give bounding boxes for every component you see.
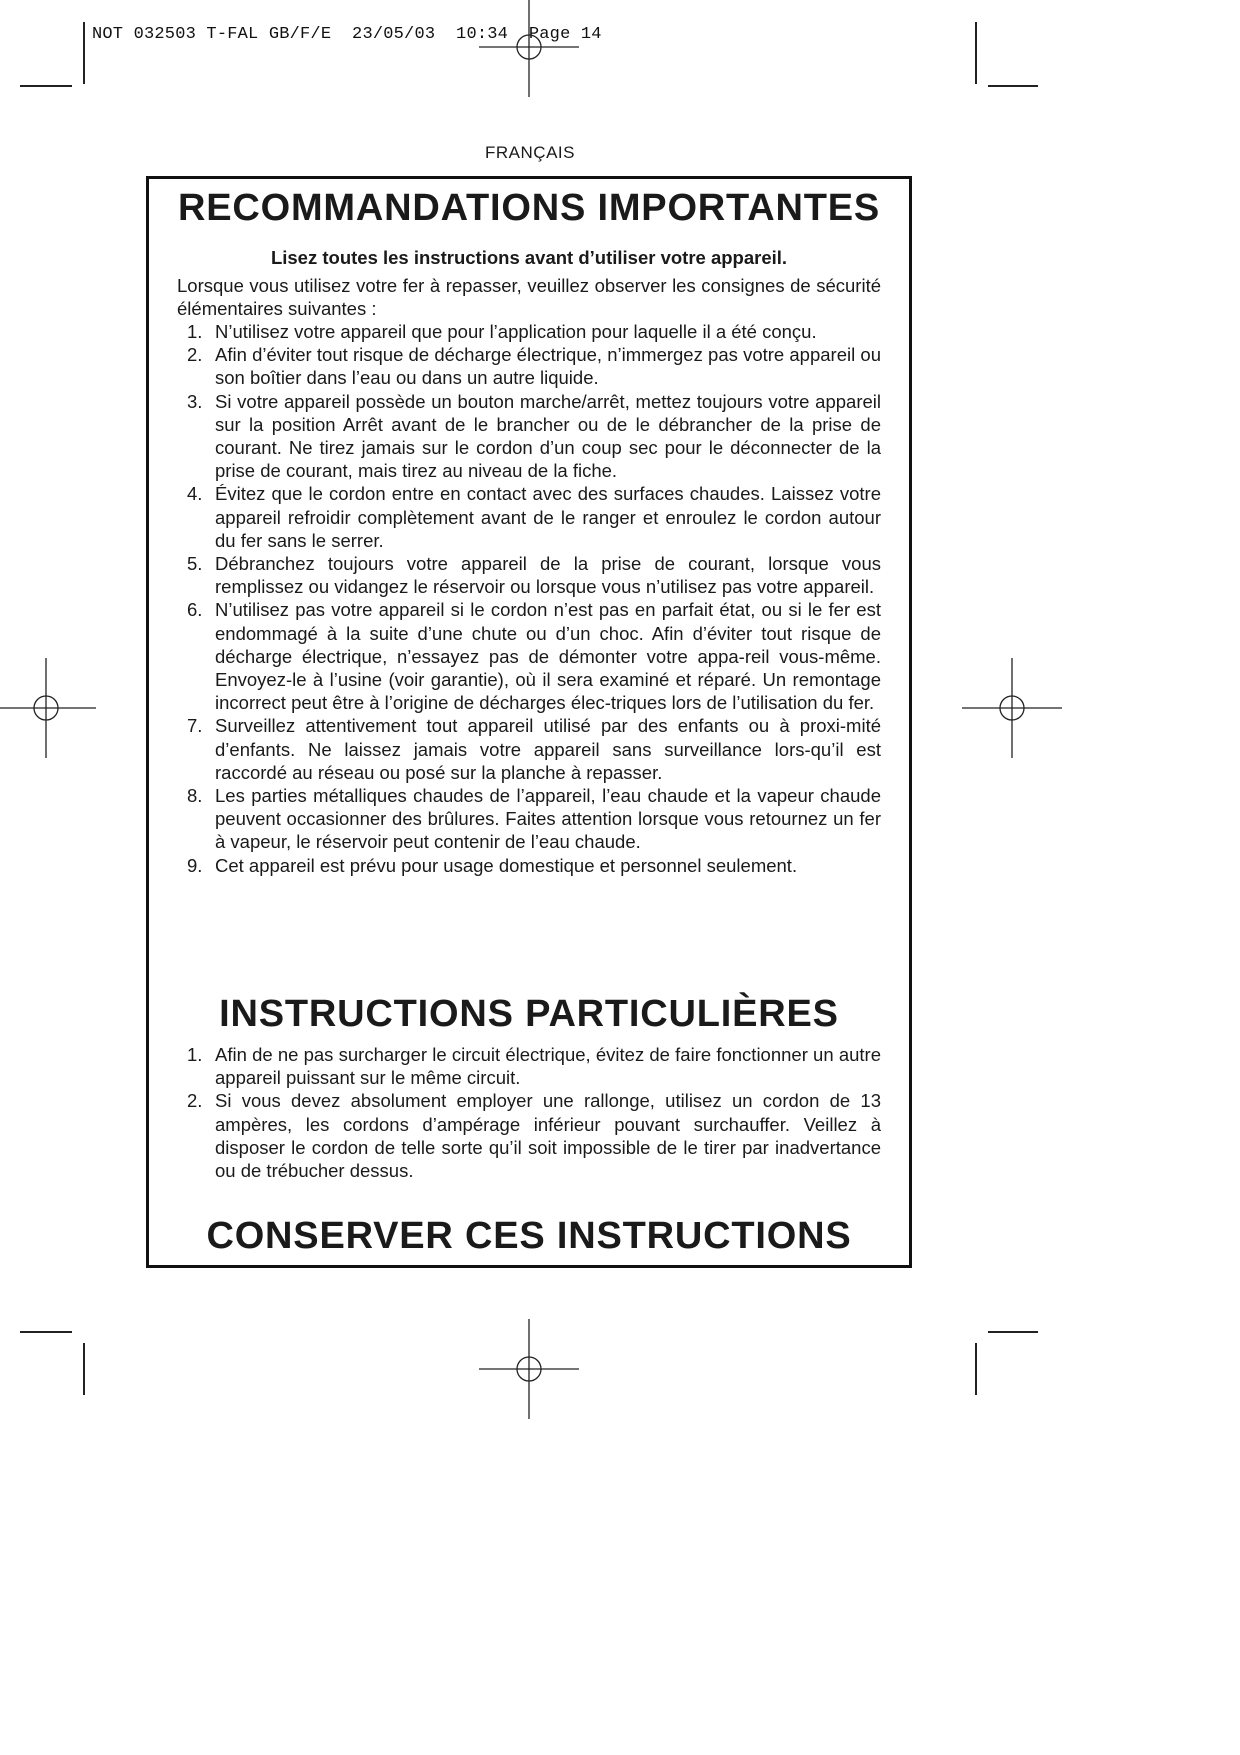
crop-mark-tr-vertical: [975, 22, 977, 84]
list-item-number: 2.: [187, 1090, 203, 1112]
list-item-number: 3.: [187, 390, 203, 412]
print-slug: NOT 032503 T-FAL GB/F/E 23/05/03 10:34 Page 14: [92, 25, 602, 44]
list-item: [177, 854, 881, 877]
list-item-text: N’utilisez pas votre appareil si le cordon n’est pas en parfait état, ou si le fer est endommagé à la suite d’une chute ou d’un choc. Afin d’éviter tout risque de décharge électrique, n’essayez pas de démonter votre appa-reil vous-même. Envoyez-le à l’usine (voir garantie), où il sera examiné et réparé. Un remontage incorrect peut être à l’origine de décharges élec-triques lors de l’utilisation du fer.: [215, 599, 881, 714]
closing-heading: CONSERVER CES INSTRUCTIONS: [206, 1215, 852, 1257]
list-item: [177, 320, 881, 343]
crop-mark-tl-vertical: [83, 22, 85, 84]
list-item-text: Cet appareil est prévu pour usage domestique et personnel seulement.: [215, 854, 798, 876]
safety-box: [146, 176, 912, 1268]
list-item-number: 7.: [187, 715, 203, 737]
list-item-number: 2.: [187, 344, 203, 366]
list-item-number: 8.: [187, 785, 203, 807]
list-item: [177, 390, 881, 483]
language-label: FRANÇAIS: [485, 143, 575, 162]
list-item: [177, 598, 881, 714]
list-item: [177, 343, 881, 389]
crop-mark-bl-horizontal: [20, 1331, 72, 1333]
list-item-text: Les parties métalliques chaudes de l’appareil, l’eau chaude et la vapeur chaude peuvent occasionner des brûlures. Faites attention lorsque vous retournez un fer à vapeur, le réservoir peut contenir de l’eau chaude.: [215, 785, 881, 853]
crop-mark-br-vertical: [975, 1343, 977, 1395]
list-item-text: Afin de ne pas surcharger le circuit électrique, évitez de faire fonctionner un autre appareil puissant sur le même circuit.: [215, 1044, 881, 1089]
crop-mark-tr-horizontal: [988, 85, 1038, 87]
list-item-number: 1.: [187, 321, 203, 342]
list-item-text: Afin d’éviter tout risque de décharge électrique, n’immergez pas votre appareil ou son boîtier dans l’eau ou dans un autre liquide.: [215, 344, 881, 389]
special-instructions-title: INSTRUCTIONS PARTICULIÈRES: [219, 993, 839, 1035]
list-item-number: 4.: [187, 483, 203, 505]
list-item: [177, 1089, 881, 1182]
lead-sentence: Lisez toutes les instructions avant d’utiliser votre appareil.: [270, 247, 788, 268]
registration-mark-right: [962, 658, 1062, 758]
registration-mark-top: [479, 0, 579, 97]
list-item: [177, 784, 881, 854]
list-item: [177, 552, 881, 598]
list-item-text: Débranchez toujours votre appareil de la prise de courant, lorsque vous remplissez ou vidangez le réservoir ou lorsque vous n’utilisez pas votre appareil.: [215, 553, 881, 598]
list-item: [177, 714, 881, 784]
list-item-text: Évitez que le cordon entre en contact avec des surfaces chaudes. Laissez votre appareil refroidir complètement avant de le ranger et enroulez le cordon autour du fer sans le serrer.: [215, 483, 881, 551]
crop-mark-br-horizontal: [988, 1331, 1038, 1333]
intro-paragraph: Lorsque vous utilisez votre fer à repasser, veuillez observer les consignes de sécurité élémentaires suivantes :: [177, 275, 881, 320]
list-item-text: Si votre appareil possède un bouton marche/arrêt, mettez toujours votre appareil sur la position Arrêt avant de le brancher ou de le débrancher de la prise de courant. Ne tirez jamais sur le cordon d’un coup sec pour le déconnecter de la prise de courant, mais tirez au niveau de la fiche.: [215, 390, 881, 482]
page-title: RECOMMANDATIONS IMPORTANTES: [177, 187, 881, 229]
registration-mark-bottom: [479, 1319, 579, 1419]
special-instructions-list: [177, 1043, 881, 1182]
crop-mark-tl-horizontal: [20, 85, 72, 87]
list-item-text: Si vous devez absolument employer une rallonge, utilisez un cordon de 13 ampères, les cordons d’ampérage inférieur pouvant surchauffer. Veillez à disposer le cordon de telle sorte qu’il soit impossible de le tirer par inadvertance ou de trébucher dessus.: [215, 1090, 881, 1182]
list-item: [177, 482, 881, 552]
crop-mark-bl-vertical: [83, 1343, 85, 1395]
list-item-number: 5.: [187, 553, 203, 575]
recommendations-list: [177, 320, 881, 877]
list-item-number: 6.: [187, 599, 203, 621]
list-item: [177, 1043, 881, 1089]
registration-mark-left: [0, 658, 96, 758]
list-item-number: 9.: [187, 854, 203, 876]
list-item-text: Surveillez attentivement tout appareil utilisé par des enfants ou à proxi-mité d’enfants. Ne laissez jamais votre appareil sans surveillance lors-qu’il est raccordé au réseau ou posé sur la planche à repasser.: [215, 715, 881, 783]
list-item-text: N’utilisez votre appareil que pour l’application pour laquelle il a été conçu.: [215, 321, 817, 342]
list-item-number: 1.: [187, 1044, 203, 1065]
